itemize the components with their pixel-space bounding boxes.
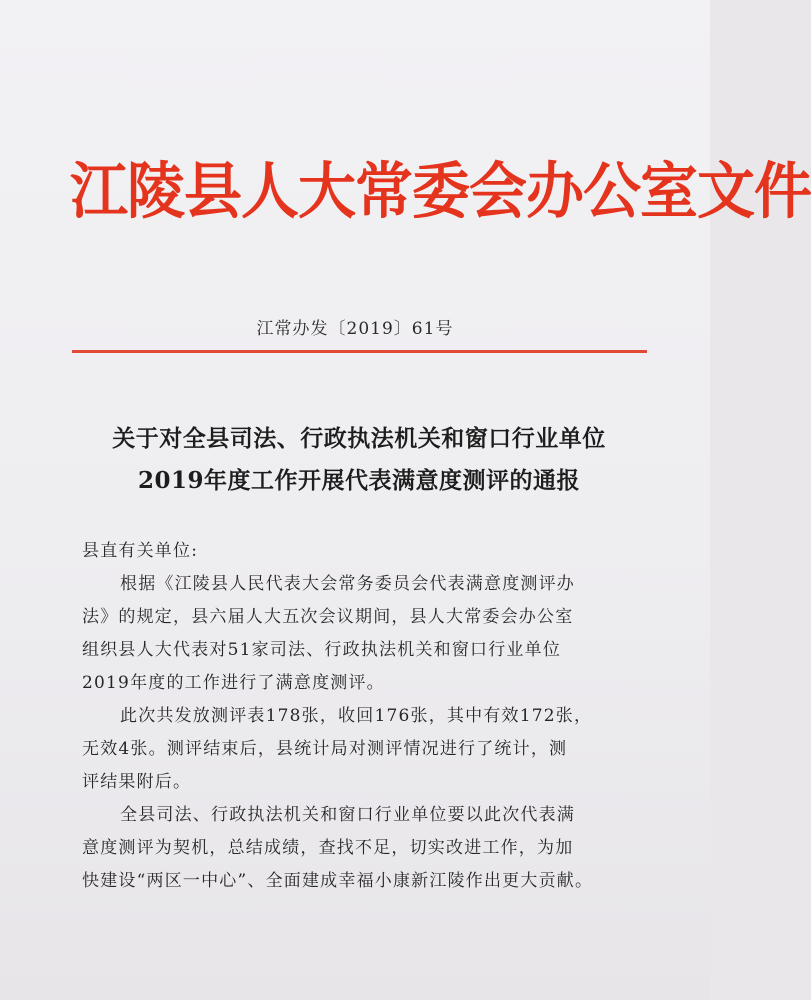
body-line: 此次共发放测评表178张，收回176张，其中有效172张，	[120, 706, 593, 726]
body-line: 全县司法、行政执法机关和窗口行业单位要以此次代表满	[120, 805, 575, 825]
document-number: 江常办发〔2019〕61号	[256, 319, 454, 339]
body-line: 根据《江陵县人民代表大会常务委员会代表满意度测评办	[120, 574, 575, 594]
body-line: 快建设“两区一中心”、全面建成幸福小康新江陵作出更大贡献。	[82, 871, 594, 891]
red-divider-line	[72, 350, 647, 353]
notice-title	[64, 418, 654, 502]
document-header-title: 江陵县人大常委会办公室文件	[70, 155, 811, 227]
notice-title-line-2: 2019年度工作开展代表满意度测评的通报	[137, 467, 580, 494]
notice-title-line-1: 关于对全县司法、行政执法机关和窗口行业单位	[112, 425, 606, 452]
notice-body	[82, 535, 657, 898]
salutation: 县直有关单位:	[82, 541, 199, 561]
body-line: 组织县人大代表对51家司法、行政执法机关和窗口行业单位	[82, 640, 562, 660]
body-line: 无效4张。测评结束后，县统计局对测评情况进行了统计，测	[82, 739, 568, 759]
body-line: 意度测评为契机，总结成绩，查找不足，切实改进工作，为加	[82, 838, 574, 858]
body-line: 评结果附后。	[82, 772, 192, 792]
body-line: 2019年度的工作进行了满意度测评。	[82, 673, 385, 693]
body-line: 法》的规定，县六届人大五次会议期间，县人大常委会办公室	[82, 607, 574, 627]
